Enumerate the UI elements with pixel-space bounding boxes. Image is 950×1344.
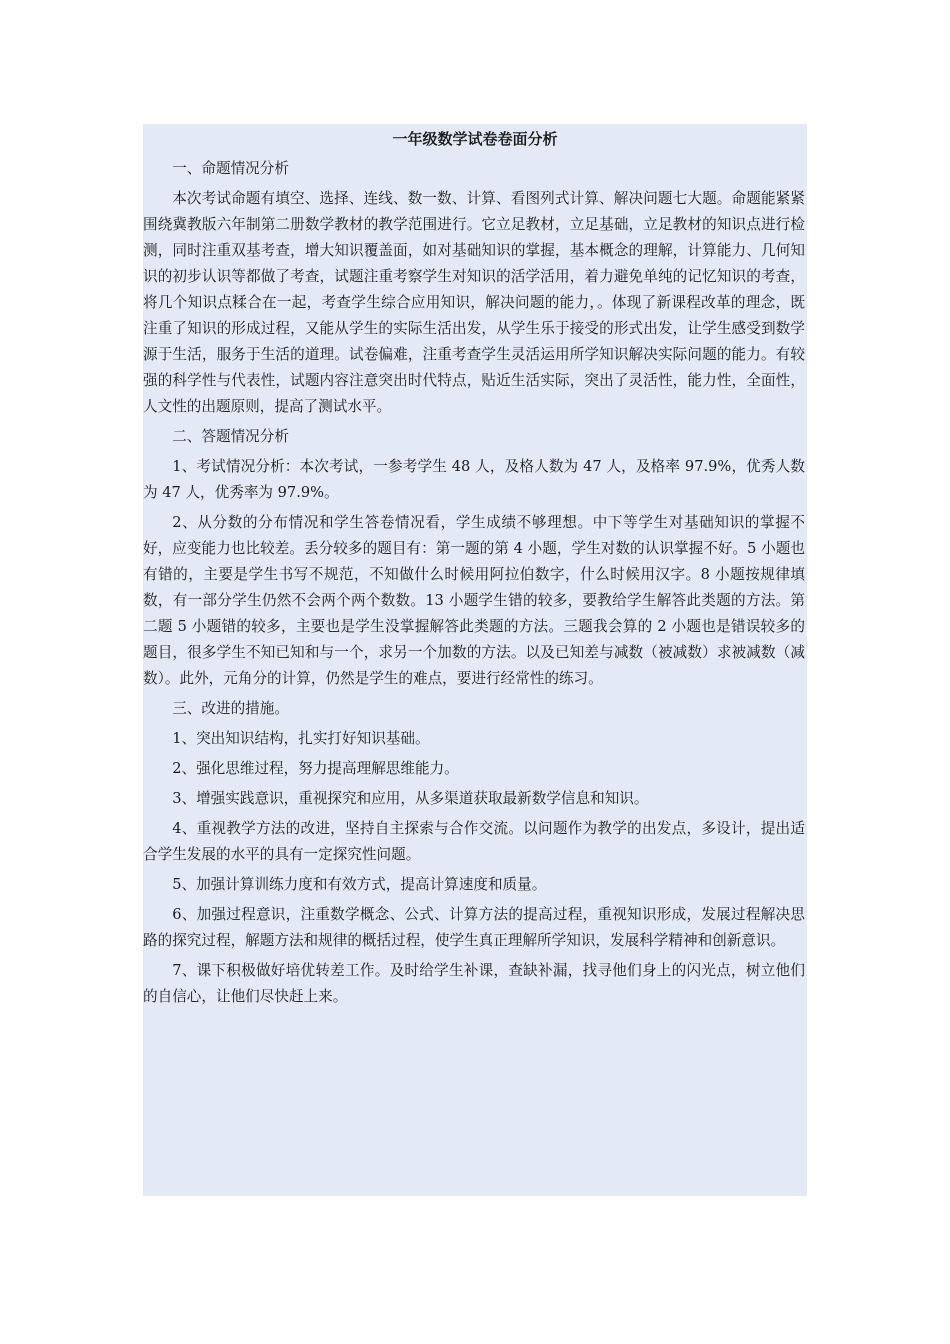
paragraph: 2、从分数的分布情况和学生答卷情况看，学生成绩不够理想。中下等学生对基础知识的掌握不好，应变能力也比较差。丢分较多的题目有：第一题的第 4 小题，学生对数的认识掌握不好。5 小题也有错的，主要是学生书写不规范，不知做什么时候用阿拉伯数字，什么时候用汉字。8 小题按规律填数，有一部分学生仍然不会两个两个数数。13 小题学生错的较多，要教给学生解答此类题的方法。第二题 5 小题错的较多，主要也是学生没掌握解答此类题的方法。三题我会算的 2 小题也是错误较多的题目，很多学生不知已知和与一个，求另一个加数的方法。以及已知差与减数（被减数）求被减数（减数）。此外，元角分的计算，仍然是学生的难点，要进行经常性的练习。 <box>143 514 805 687</box>
list-item: 2、强化思维过程，努力提高理解思维能力。 <box>172 760 459 777</box>
section-heading-3: 三、改进的措施。 <box>172 700 289 717</box>
list-item: 4、重视教学方法的改进，坚持自主探索与合作交流。以问题作为教学的出发点，多设计，提出适合学生发展的水平的具有一定探究性问题。 <box>143 820 805 863</box>
paragraph: 1、考试情况分析：本次考试，一参考学生 48 人，及格人数为 47 人，及格率 97.9%，优秀人数为 47 人，优秀率为 97.9%。 <box>143 458 805 501</box>
list-item: 5、加强计算训练力度和有效方式，提高计算速度和质量。 <box>172 876 547 893</box>
section-heading-1: 一、命题情况分析 <box>172 160 289 177</box>
document-sheet <box>143 124 807 1196</box>
paragraph: 本次考试命题有填空、选择、连线、数一数、计算、看图列式计算、解决问题七大题。命题能紧紧围绕冀教版六年制第二册数学教材的教学范围进行。它立足教材，立足基础，立足教材的知识点进行检测，同时注重双基考查，增大知识覆盖面，如对基础知识的掌握，基本概念的理解，计算能力、几何知识的初步认识等都做了考查，试题注重考察学生对知识的活学活用，着力避免单纯的记忆知识的考查，将几个知识点糅合在一起，考查学生综合应用知识，解决问题的能力，。体现了新课程改革的理念，既注重了知识的形成过程，又能从学生的实际生活出发，从学生乐于接受的形式出发，让学生感受到数学源于生活，服务于生活的道理。试卷偏难，注重考查学生灵活运用所学知识解决实际问题的能力。有较强的科学性与代表性，试题内容注意突出时代特点，贴近生活实际，突出了灵活性，能力性，全面性，人文性的出题原则，提高了测试水平。 <box>143 190 805 415</box>
list-item: 3、增强实践意识，重视探究和应用，从多渠道获取最新数学信息和知识。 <box>172 790 649 807</box>
list-item: 6、加强过程意识，注重数学概念、公式、计算方法的提高过程，重视知识形成，发展过程解决思路的探究过程，解题方法和规律的概括过程，使学生真正理解所学知识，发展科学精神和创新意识。 <box>143 906 805 949</box>
list-item: 7、课下积极做好培优转差工作。及时给学生补课，查缺补漏，找寻他们身上的闪光点，树立他们的自信心，让他们尽快赶上来。 <box>143 962 805 1005</box>
section-heading-2: 二、答题情况分析 <box>172 428 289 445</box>
document-title: 一年级数学试卷卷面分析 <box>392 130 558 148</box>
list-item: 1、突出知识结构，扎实打好知识基础。 <box>172 730 430 747</box>
